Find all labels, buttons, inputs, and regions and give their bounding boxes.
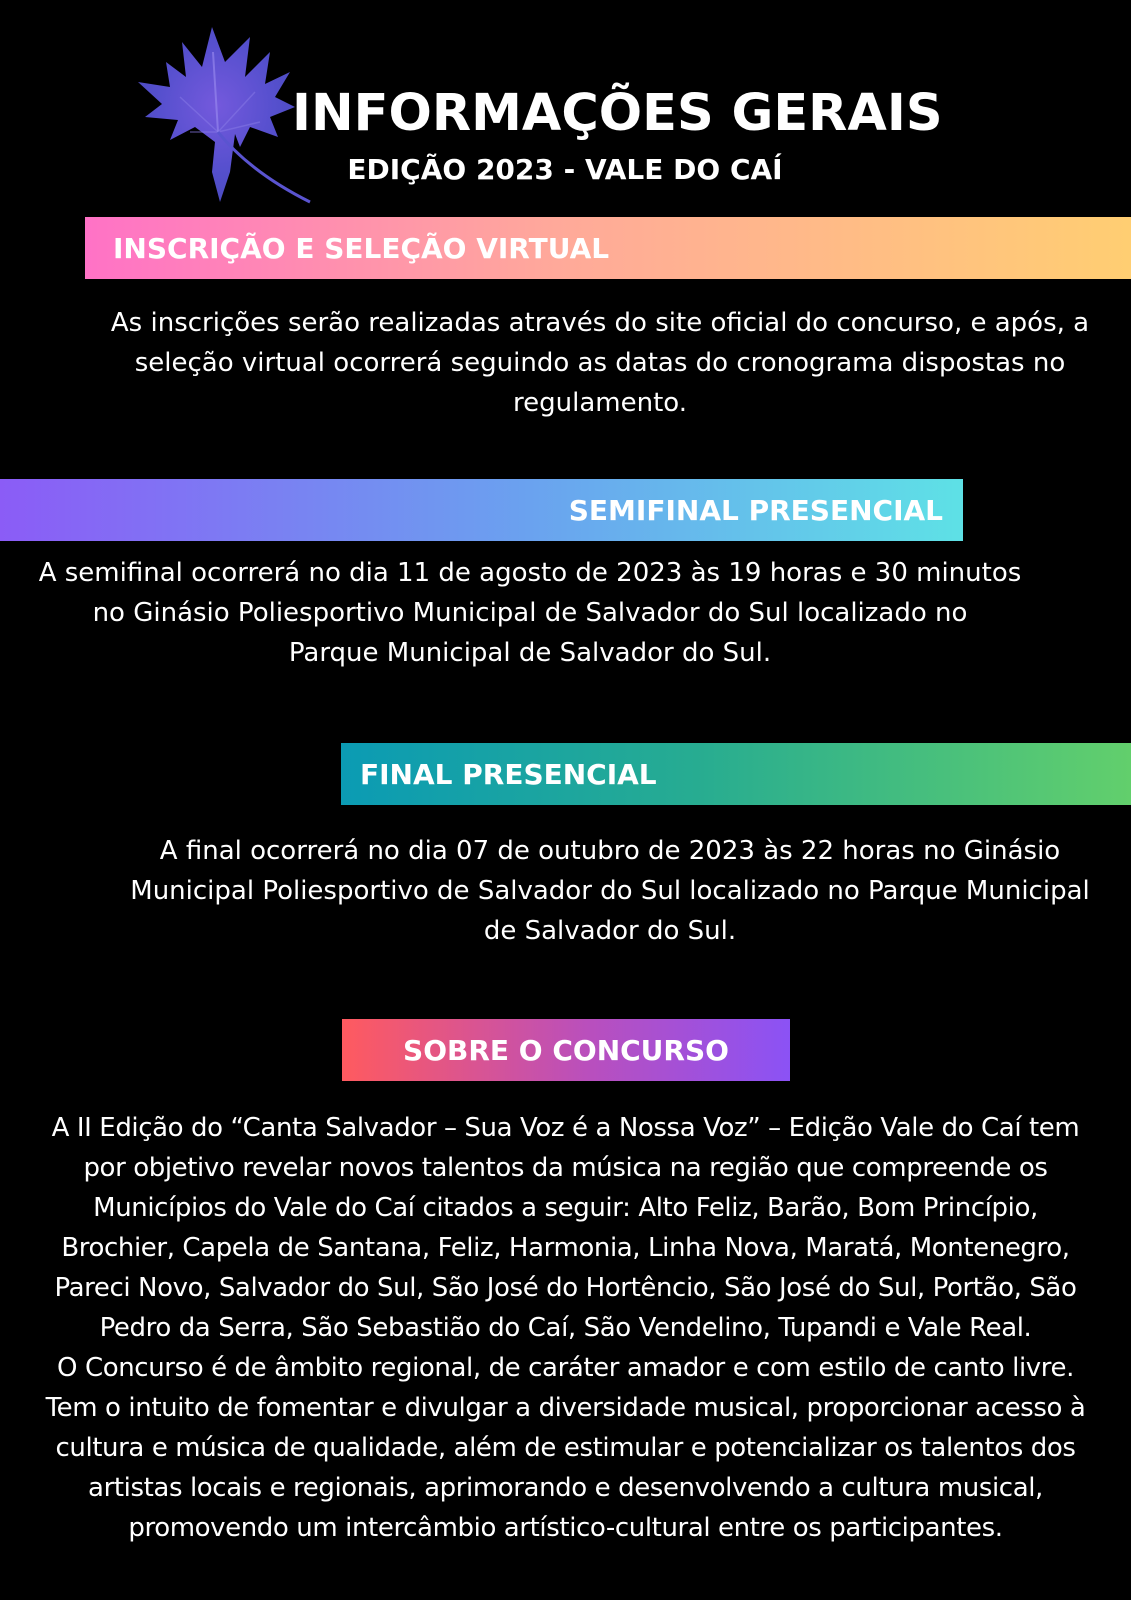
section-text-inscricao xyxy=(100,303,1100,423)
text-line: O Concurso é de âmbito regional, de caráter amador e com estilo de canto livre. xyxy=(57,1353,1074,1383)
text-line: regulamento. xyxy=(513,388,687,418)
section-text-final xyxy=(110,831,1110,951)
text-line: Pareci Novo, Salvador do Sul, São José do Hortêncio, São José do Sul, Portão, São xyxy=(54,1273,1077,1303)
text-line: A semifinal ocorrerá no dia 11 de agosto de 2023 às 19 horas e 30 minutos xyxy=(38,558,1022,588)
section-heading: SOBRE O CONCURSO xyxy=(403,1033,729,1067)
text-line: Tem o intuito de fomentar e divulgar a diversidade musical, proporcionar acesso à xyxy=(45,1393,1086,1423)
text-line: A II Edição do “Canta Salvador – Sua Voz é a Nossa Voz” – Edição Vale do Caí tem xyxy=(51,1113,1080,1143)
maple-leaf-icon xyxy=(100,22,320,212)
section-heading: FINAL PRESENCIAL xyxy=(360,757,657,791)
section-banner-semifinal xyxy=(0,479,963,541)
section-heading: INSCRIÇÃO E SELEÇÃO VIRTUAL xyxy=(113,231,610,265)
text-line: Parque Municipal de Salvador do Sul. xyxy=(288,638,772,668)
text-line: no Ginásio Poliesportivo Municipal de Salvador do Sul localizado no xyxy=(92,598,968,628)
text-line: Municipal Poliesportivo de Salvador do Sul localizado no Parque Municipal xyxy=(130,876,1090,906)
section-banner-inscricao xyxy=(85,217,1131,279)
page-subtitle: EDIÇÃO 2023 - VALE DO CAÍ xyxy=(347,153,783,186)
text-line: Pedro da Serra, São Sebastião do Caí, São Vendelino, Tupandi e Vale Real. xyxy=(99,1313,1032,1343)
text-line: cultura e música de qualidade, além de estimular e potencializar os talentos dos xyxy=(55,1433,1076,1463)
section-text-semifinal xyxy=(20,553,1040,673)
text-line: por objetivo revelar novos talentos da música na região que compreende os xyxy=(83,1153,1048,1183)
text-line: As inscrições serão realizadas através do site oficial do concurso, e após, a xyxy=(110,308,1090,338)
text-line: artistas locais e regionais, aprimorando e desenvolvendo a cultura musical, xyxy=(88,1473,1043,1503)
section-banner-sobre xyxy=(342,1019,790,1081)
section-heading: SEMIFINAL PRESENCIAL xyxy=(568,493,943,527)
text-line: de Salvador do Sul. xyxy=(483,916,737,946)
section-text-sobre xyxy=(10,1108,1121,1548)
page-title: INFORMAÇÕES GERAIS xyxy=(292,84,943,143)
text-line: promovendo um intercâmbio artístico-cultural entre os participantes. xyxy=(128,1513,1003,1543)
text-line: seleção virtual ocorrerá seguindo as datas do cronograma dispostas no xyxy=(134,348,1066,378)
text-line: Brochier, Capela de Santana, Feliz, Harmonia, Linha Nova, Maratá, Montenegro, xyxy=(61,1233,1070,1263)
text-line: Municípios do Vale do Caí citados a seguir: Alto Feliz, Barão, Bom Princípio, xyxy=(93,1193,1038,1223)
section-banner-final xyxy=(341,743,1131,805)
text-line: A final ocorrerá no dia 07 de outubro de 2023 às 22 horas no Ginásio xyxy=(159,836,1061,866)
